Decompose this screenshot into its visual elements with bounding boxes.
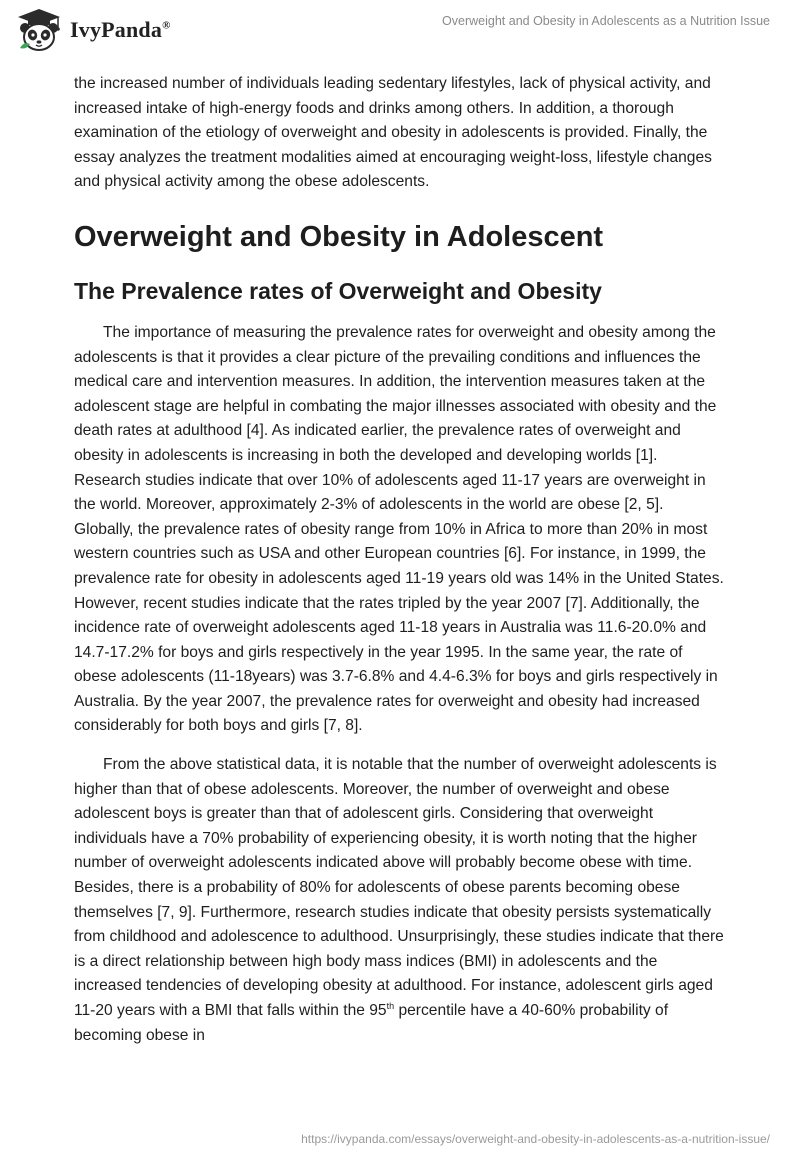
article-body [74, 72, 724, 1048]
page-header [0, 0, 800, 60]
body-paragraph: The importance of measuring the prevalence rates for overweight and obesity among the adolescents is that it provides a clear picture of the prevailing conditions and influences the medical care and intervention measures. In addition, the intervention measures taken at the adolescent stage are helpful in combating the major illnesses associated with obesity and the death rates at adulthood [4]. As indicated earlier, the prevalence rates of overweight and obesity in adolescents is increasing in both the developed and developing worlds [1]. Research studies indicate that over 10% of adolescents aged 11-17 years are overweight in the world. Moreover, approximately 2-3% of adolescents in the world are obese [2, 5]. Globally, the prevalence rates of obesity range from 10% in Africa to more than 20% in most western countries such as USA and other European countries [6]. For instance, in 1999, the prevalence rate for obesity in adolescents aged 11-19 years old was 14% in the United States. However, recent studies indicate that the rates tripled by the year 2007 [7]. Additionally, the incidence rate of overweight adolescents aged 11-18 years in Australia was 11.6-20.0% and 14.7-17.2% for boys and girls respectively in the year 1995. In the same year, the rate of obese adolescents (11-18years) was 3.7-6.8% and 4.4-6.3% for boys and girls respectively in Australia. By the year 2007, the prevalence rates for overweight and obesity had increased considerably for both boys and girls [7, 8]. [74, 323, 724, 735]
brand-logo[interactable] [14, 8, 171, 52]
body-paragraph [74, 753, 724, 1048]
document-title: Overweight and Obesity in Adolescents as a Nutrition Issue [442, 14, 770, 28]
subsection-heading: The Prevalence rates of Overweight and Obesity [74, 277, 602, 304]
section-heading: Overweight and Obesity in Adolescent [74, 220, 604, 253]
brand-name: IvyPanda® [70, 17, 171, 42]
paragraph-text: percentile have a 40-60% probability of becoming obese in [74, 1002, 669, 1044]
source-url[interactable]: https://ivypanda.com/essays/overweight-and-obesity-in-adolescents-as-a-nutrition-issue/ [301, 1132, 770, 1146]
panda-graduate-icon [14, 8, 64, 52]
superscript: th [386, 1000, 395, 1011]
intro-paragraph: the increased number of individuals leading sedentary lifestyles, lack of physical activity, and increased intake of high-energy foods and drinks among others. In addition, a thorough examination of the etiology of overweight and obesity in adolescents is provided. Finally, the essay analyzes the treatment modalities aimed at encouraging weight-loss, lifestyle changes and physical activity among the obese adolescents. [74, 75, 712, 191]
paragraph-text: From the above statistical data, it is notable that the number of overweight adolescents is higher than that of obese adolescents. Moreover, the number of overweight and obese adolescent boys is greater than that of adolescent girls. Considering that overweight individuals have a 70% probability of experiencing obesity, it is worth noting that the higher number of overweight adolescents indicated above will probably become obese with time. Besides, there is a probability of 80% for adolescents of obese parents becoming obese themselves [7, 9]. Furthermore, research studies indicate that obesity persists systematically from childhood and adolescence to adulthood. Unsurprisingly, these studies indicate that there is a direct relationship between high body mass indices (BMI) in adolescents and the increased tendencies of developing obesity at adulthood. For instance, adolescent girls aged 11-20 years with a BMI that falls within the 95 [74, 756, 724, 1019]
